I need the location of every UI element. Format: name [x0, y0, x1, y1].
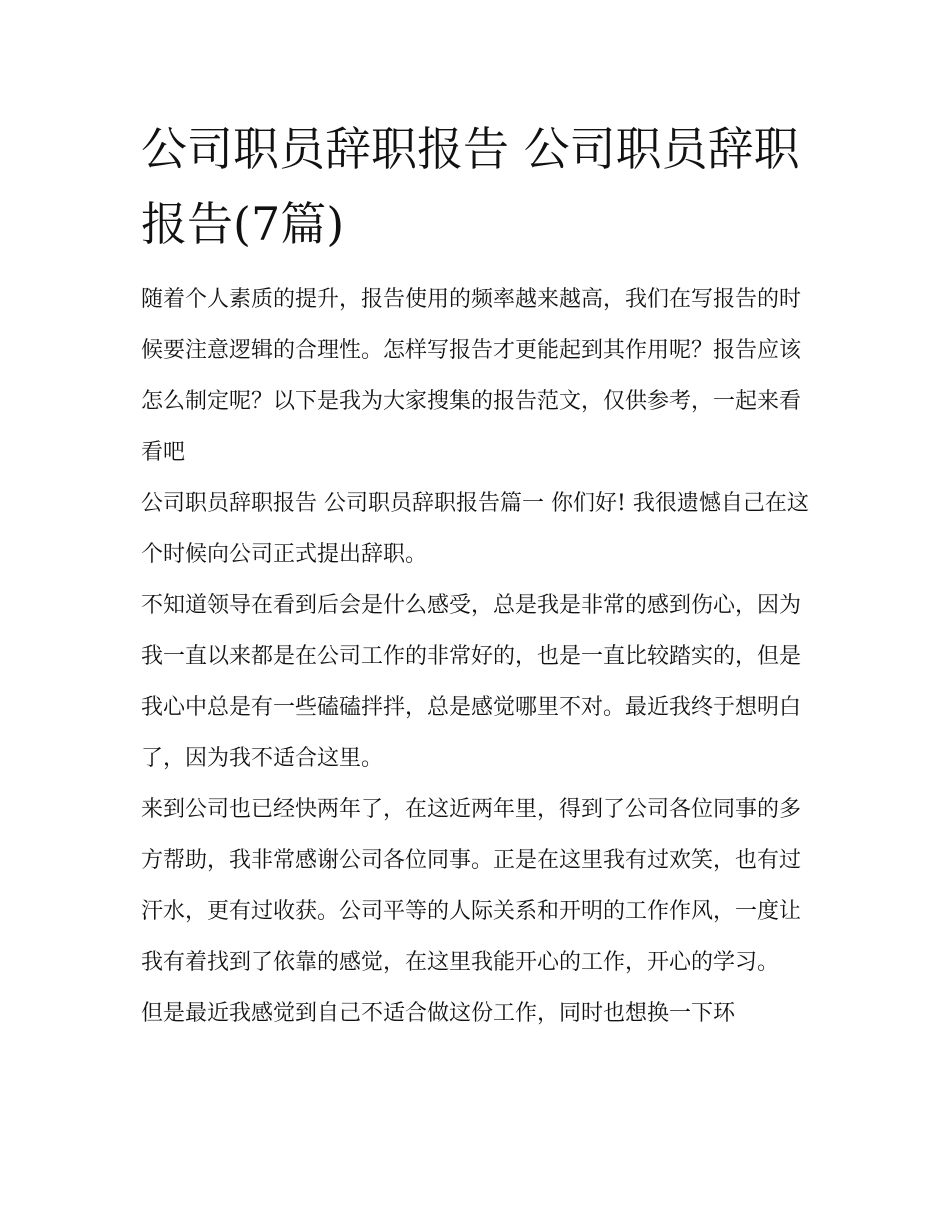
paragraph-feelings: 不知道领导在看到后会是什么感受，总是我是非常的感到伤心，因为我一直以来都是在公司工作的非常好的，也是一直比较踏实的，但是我心中总是有一些磕磕拌拌，总是感觉哪里不对。最近我终于想明白了，因为我不适合这里。: [141, 593, 802, 771]
paragraph-intro: 随着个人素质的提升，报告使用的频率越来越高，我们在写报告的时候要注意逻辑的合理性。怎样写报告才更能起到其作用呢？报告应该怎么制定呢？以下是我为大家搜集的报告范文，仅供参考，一起来看看吧: [141, 287, 802, 465]
document-body: [141, 112, 813, 1039]
paragraph-reason: 但是最近我感觉到自己不适合做这份工作，同时也想换一下环: [141, 1001, 736, 1026]
paragraph-gratitude: 来到公司也已经快两年了，在这近两年里，得到了公司各位同事的多方帮助，我非常感谢公司各位同事。正是在这里我有过欢笑，也有过汗水，更有过收获。公司平等的人际关系和开明的工作作风，一度让我有着找到了依靠的感觉，在这里我能开心的工作，开心的学习。: [141, 797, 802, 975]
paragraph-opening: 公司职员辞职报告 公司职员辞职报告篇一 你们好! 我很遗憾自己在这个时候向公司正式提出辞职。: [141, 491, 809, 567]
document-title: 公司职员辞职报告 公司职员辞职报告(7篇): [141, 122, 800, 251]
